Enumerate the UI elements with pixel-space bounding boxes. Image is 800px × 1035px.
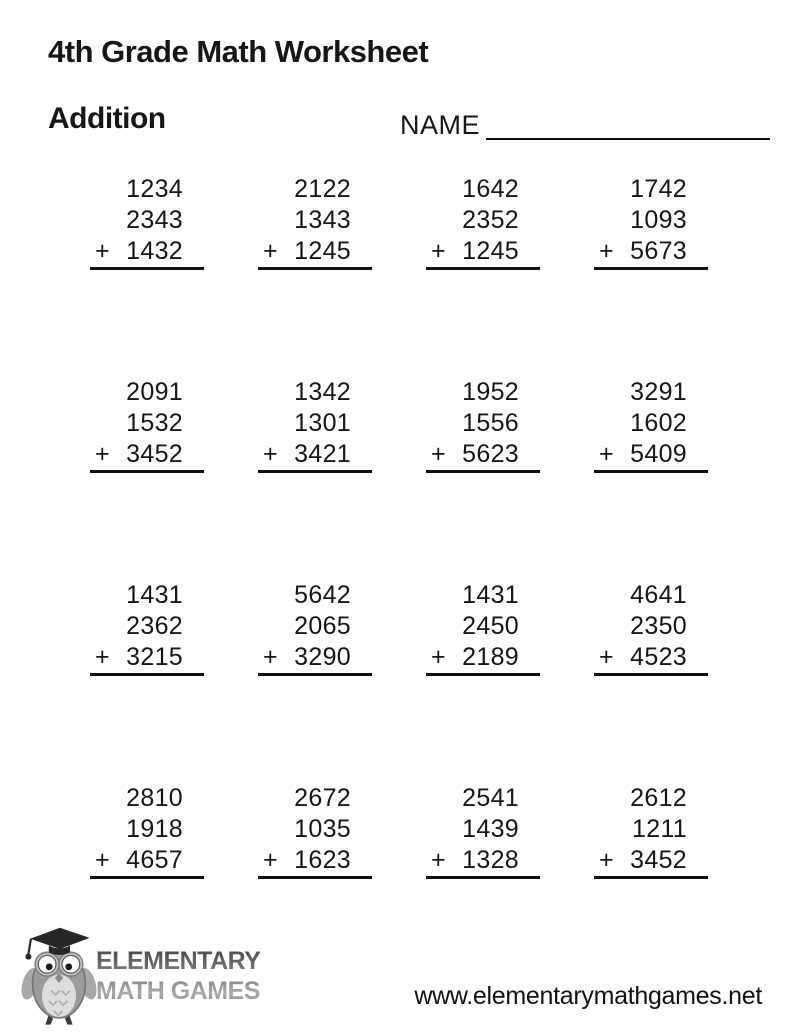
addend: 1093 — [630, 206, 687, 234]
plus-sign: + — [599, 846, 614, 874]
addition-problem-15 — [426, 783, 540, 879]
website-url: www.elementarymathgames.net — [414, 982, 762, 1010]
addend: 3421 — [294, 440, 351, 468]
addend: 3452 — [630, 846, 687, 874]
addition-problem-6 — [258, 377, 372, 473]
owl-graduate-icon — [20, 926, 98, 1028]
addend: 3290 — [294, 643, 351, 671]
addend: 1035 — [294, 815, 351, 843]
plus-sign: + — [95, 846, 110, 874]
addition-problem-9 — [90, 580, 204, 676]
plus-sign: + — [95, 237, 110, 265]
addend: 1642 — [462, 175, 519, 203]
addition-problem-16 — [594, 783, 708, 879]
addend: 1342 — [294, 378, 351, 406]
name-blank-line — [486, 108, 770, 140]
addend: 1301 — [294, 409, 351, 437]
addition-problem-7 — [426, 377, 540, 473]
addend: 2352 — [462, 206, 519, 234]
plus-sign: + — [95, 440, 110, 468]
addition-problem-3 — [426, 174, 540, 270]
plus-sign: + — [431, 440, 446, 468]
addend: 4641 — [630, 581, 687, 609]
addend: 1918 — [126, 815, 183, 843]
addend: 5623 — [462, 440, 519, 468]
addend: 4523 — [630, 643, 687, 671]
addend: 1234 — [126, 175, 183, 203]
addend: 1439 — [462, 815, 519, 843]
addend: 1952 — [462, 378, 519, 406]
addend: 2343 — [126, 206, 183, 234]
plus-sign: + — [263, 846, 278, 874]
addend: 2612 — [630, 784, 687, 812]
addend: 1343 — [294, 206, 351, 234]
addend: 2450 — [462, 612, 519, 640]
addend: 1245 — [462, 237, 519, 265]
plus-sign: + — [431, 237, 446, 265]
addend: 5409 — [630, 440, 687, 468]
addend: 5673 — [630, 237, 687, 265]
section-label-addition: Addition — [48, 102, 166, 135]
logo-wordmark — [96, 946, 260, 1006]
addend: 3452 — [126, 440, 183, 468]
addend: 5642 — [294, 581, 351, 609]
addition-problem-14 — [258, 783, 372, 879]
plus-sign: + — [95, 643, 110, 671]
addend: 2362 — [126, 612, 183, 640]
plus-sign: + — [263, 237, 278, 265]
addition-problem-10 — [258, 580, 372, 676]
addend: 2350 — [630, 612, 687, 640]
addend: 2672 — [294, 784, 351, 812]
plus-sign: + — [599, 440, 614, 468]
addend: 1742 — [630, 175, 687, 203]
addend: 2091 — [126, 378, 183, 406]
addend: 2810 — [126, 784, 183, 812]
addend: 1432 — [126, 237, 183, 265]
addend: 1328 — [462, 846, 519, 874]
addend: 1211 — [632, 815, 687, 843]
addition-problem-8 — [594, 377, 708, 473]
problems-grid — [90, 174, 708, 879]
addend: 2189 — [462, 643, 519, 671]
addend: 3215 — [126, 643, 183, 671]
name-row — [400, 108, 770, 140]
addition-problem-5 — [90, 377, 204, 473]
addend: 2122 — [294, 175, 351, 203]
addition-problem-2 — [258, 174, 372, 270]
plus-sign: + — [599, 237, 614, 265]
plus-sign: + — [599, 643, 614, 671]
addition-problem-13 — [90, 783, 204, 879]
plus-sign: + — [431, 846, 446, 874]
addend: 1431 — [462, 581, 519, 609]
addition-problem-12 — [594, 580, 708, 676]
name-label: NAME — [400, 110, 481, 140]
plus-sign: + — [431, 643, 446, 671]
logo-line-1: ELEMENTARY — [96, 947, 261, 975]
addend: 2065 — [294, 612, 351, 640]
addend: 1602 — [630, 409, 687, 437]
addend: 3291 — [630, 378, 687, 406]
addend: 1431 — [126, 581, 183, 609]
addend: 1245 — [294, 237, 351, 265]
page-title: 4th Grade Math Worksheet — [48, 34, 429, 69]
plus-sign: + — [263, 440, 278, 468]
addend: 4657 — [126, 846, 183, 874]
addition-problem-4 — [594, 174, 708, 270]
addition-problem-1 — [90, 174, 204, 270]
addition-problem-11 — [426, 580, 540, 676]
addend: 1532 — [126, 409, 183, 437]
addend: 1623 — [294, 846, 351, 874]
plus-sign: + — [263, 643, 278, 671]
addend: 1556 — [462, 409, 519, 437]
logo-line-2: MATH GAMES — [96, 977, 260, 1005]
addend: 2541 — [462, 784, 519, 812]
